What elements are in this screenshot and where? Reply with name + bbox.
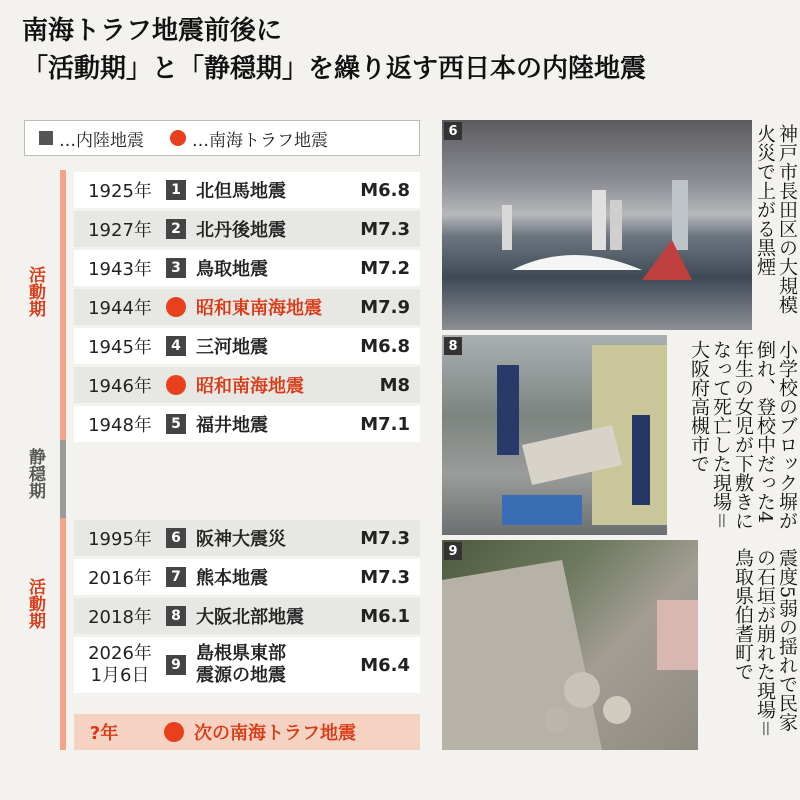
photo-number: 8 <box>444 337 462 355</box>
event-row: 2016年 7 熊本地震 M7.3 <box>74 559 420 595</box>
photo-caption-6: 神戸市長田区の大規模火災で上がる黒煙 <box>754 124 798 314</box>
title-line1: 南海トラフ地震前後に <box>22 16 283 46</box>
page-title <box>22 12 646 88</box>
event-row: 2026年 1月6日 9 島根県東部 震源の地震 M6.4 <box>74 637 420 693</box>
nankai-dot-icon <box>166 375 186 395</box>
event-row: 1943年 3 鳥取地震 M7.2 <box>74 250 420 286</box>
photo-number: 9 <box>444 542 462 560</box>
next-nankai-row: ?年 次の南海トラフ地震 <box>74 714 420 750</box>
inland-marker-icon: 7 <box>166 567 186 587</box>
nankai-dot-icon <box>164 722 184 742</box>
legend-inland: …内陸地震 <box>59 130 144 151</box>
event-row: 1946年 昭和南海地震 M8 <box>74 367 420 403</box>
legend <box>24 120 420 156</box>
photo-kobe-fire <box>442 120 752 330</box>
nankai-dot-icon <box>166 297 186 317</box>
photo-number: 6 <box>444 122 462 140</box>
quiet-period-bar <box>60 440 66 518</box>
inland-marker-icon: 6 <box>166 528 186 548</box>
photo-caption-8: 小学校のブロック塀が倒れ、登校中だった4年生の女児が下敷きになって死亡した現場＝大阪府高槻市で <box>688 340 798 531</box>
inland-square-icon <box>39 131 53 145</box>
inland-marker-icon: 9 <box>166 655 186 675</box>
legend-nankai: …南海トラフ地震 <box>192 130 328 151</box>
event-row: 1995年 6 阪神大震災 M7.3 <box>74 520 420 556</box>
nankai-dot-icon <box>170 130 186 146</box>
quiet-period-label: 静穏期 <box>24 448 46 505</box>
active-period-label-1: 活動期 <box>24 266 46 323</box>
active-period-label-2: 活動期 <box>24 578 46 635</box>
inland-marker-icon: 3 <box>166 258 186 278</box>
photo-tottori-wall <box>442 540 698 750</box>
photo-caption-9: 震度5弱の揺れで民家の石垣が崩れた現場＝鳥取県伯耆町で <box>732 548 798 739</box>
active-period-bar-1 <box>60 170 66 440</box>
title-line2: 「活動期」と「静穏期」を繰り返す西日本の内陸地震 <box>22 54 647 84</box>
inland-marker-icon: 5 <box>166 414 186 434</box>
photo-osaka-wall <box>442 335 667 535</box>
inland-marker-icon: 8 <box>166 606 186 626</box>
inland-marker-icon: 1 <box>166 180 186 200</box>
event-row: 1945年 4 三河地震 M6.8 <box>74 328 420 364</box>
inland-marker-icon: 4 <box>166 336 186 356</box>
event-row: 2018年 8 大阪北部地震 M6.1 <box>74 598 420 634</box>
active-period-bar-2 <box>60 518 66 750</box>
event-row: 1948年 5 福井地震 M7.1 <box>74 406 420 442</box>
event-row: 1925年 1 北但馬地震 M6.8 <box>74 172 420 208</box>
event-row: 1944年 昭和東南海地震 M7.9 <box>74 289 420 325</box>
inland-marker-icon: 2 <box>166 219 186 239</box>
event-row: 1927年 2 北丹後地震 M7.3 <box>74 211 420 247</box>
